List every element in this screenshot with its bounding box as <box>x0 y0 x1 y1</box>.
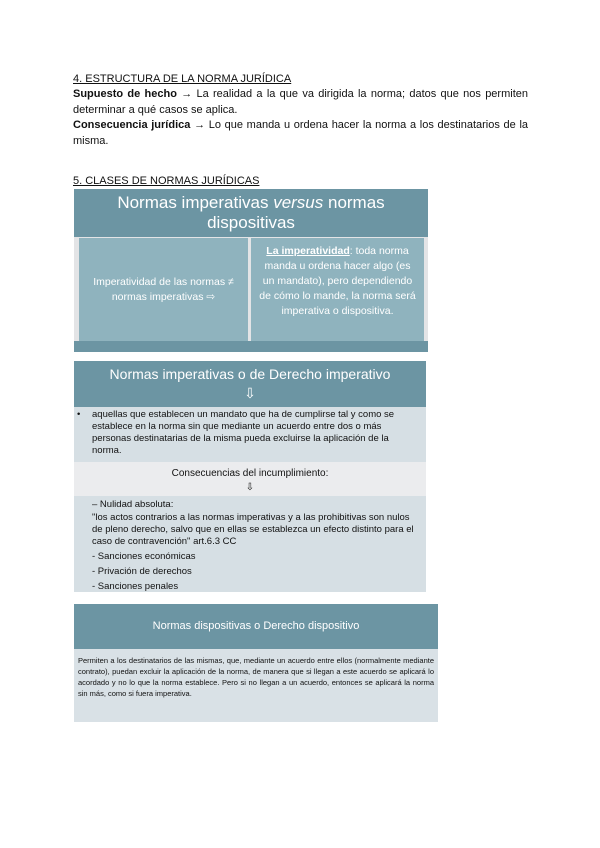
box1-left-text: Imperatividad de las normas ≠ normas imperativas ⇨ <box>93 275 234 303</box>
box1-title-part-c: normas dispositivas <box>207 193 385 232</box>
list-item: - Sanciones económicas <box>92 551 196 562</box>
bullet-icon: • <box>77 409 81 420</box>
consecuencia-juridica-paragraph <box>73 117 528 149</box>
box1-right-cell <box>251 238 424 341</box>
box1-title-part-a: Normas imperativas <box>117 193 274 212</box>
box1-title <box>74 189 428 237</box>
down-arrow-icon: ⇩ <box>245 482 255 493</box>
section-5-title: 5. CLASES DE NORMAS JURÍDICAS <box>73 175 260 187</box>
box2-definition-text: aquellas que establecen un mandato que ha de cumplirse tal y como se establece en la norma sin que mediante un acuerdo entre dos o más personas destinatarias de la misma pueda excluirse la aplicación de la norma. <box>92 409 395 456</box>
box1-left-cell <box>79 238 248 341</box>
box1-title-versus: versus <box>273 193 324 212</box>
box2-definition <box>74 407 426 462</box>
supuesto-de-hecho-paragraph <box>73 86 528 118</box>
box1-bottom-bar <box>74 341 428 352</box>
section-4-title: 4. ESTRUCTURA DE LA NORMA JURÍDICA <box>73 73 292 85</box>
box1-right-term: La imperatividad <box>266 245 350 257</box>
box3-title: Normas dispositivas o Derecho dispositivo <box>74 604 438 649</box>
supuesto-term: Supuesto de hecho <box>73 88 177 100</box>
supuesto-text: → La realidad a la que va dirigida la norma; datos que nos permiten determinar a qué casos se aplica. <box>73 88 528 116</box>
box2-consequences-header <box>74 462 426 496</box>
list-item: "los actos contrarios a las normas imperativas y a las prohibitivas son nulos de pleno derecho, salvo que en ellas se establezca un efecto distinto para el caso de contravención" art.6.3 CC <box>92 512 414 547</box>
box1-right-text: : toda norma manda u ordena hacer algo (es un mandato), pero dependiendo de cómo lo mande, la norma será imperativa o dispositiva. <box>259 245 416 317</box>
list-item: - Sanciones penales <box>92 581 179 592</box>
consequences-label: Consecuencias del incumplimiento: <box>171 468 329 479</box>
list-item: – Nulidad absoluta: <box>92 499 174 510</box>
consecuencia-text: → Lo que manda u ordena hacer la norma a los destinatarios de la misma. <box>73 119 529 147</box>
box3-body: Permiten a los destinatarios de las mismas, que, mediante un acuerdo entre ellos (normalmente mediante contrato), puedan excluir la aplicación de la norma, de manera que si llegan a este acuerdo se aplicará lo acordado y no lo que la norma establece. Pero si no llegan a un acuerdo, entonces se aplicará la norma sin más, como si fuera imperativa. <box>74 649 438 722</box>
down-arrow-icon: ⇩ <box>244 385 256 401</box>
consecuencia-term: Consecuencia jurídica <box>73 119 191 131</box>
box2-title <box>74 361 426 407</box>
list-item: - Privación de derechos <box>92 566 192 577</box>
box2-title-text: Normas imperativas o de Derecho imperativo <box>109 366 391 382</box>
box2-consequences-list <box>74 496 426 592</box>
